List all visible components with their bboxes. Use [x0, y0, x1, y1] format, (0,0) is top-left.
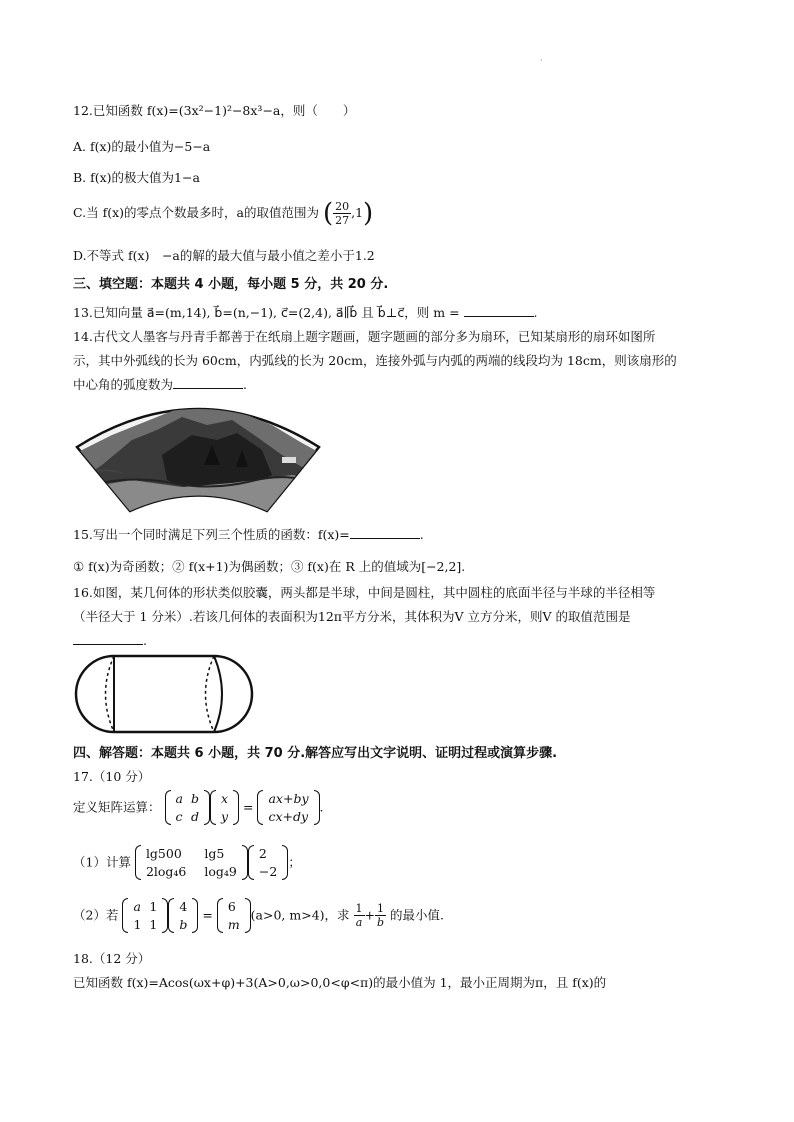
- q14-line1: 14.古代文人墨客与丹青手都善于在纸扇上题字题画，题字题画的部分多为扇环，已知某扇形的扇环如图所: [73, 329, 656, 344]
- fraction-numerator: 20: [335, 200, 350, 213]
- matrix-cell: log₄9: [204, 863, 237, 879]
- q13-period: .: [533, 305, 538, 320]
- matrix-cell: x: [220, 791, 229, 806]
- matrix-cell: 2: [258, 846, 267, 861]
- fraction-1-over-a: [354, 902, 365, 929]
- matrix-cell: 1: [149, 899, 158, 914]
- q14-period: .: [243, 377, 247, 392]
- matrix-cell: −2: [258, 863, 278, 879]
- matrix-cell: lg5: [204, 846, 225, 861]
- matrix-cell: 6: [227, 899, 236, 914]
- matrix-6m: [217, 898, 251, 933]
- fraction-1-over-b: [375, 902, 386, 929]
- q15-line1: [73, 528, 424, 542]
- equals-sign: =: [243, 799, 254, 815]
- q17-def-period: .: [319, 799, 324, 815]
- q17-def-label: 定义矩阵运算：: [73, 799, 161, 815]
- q12-option-c-upper: ,1: [351, 205, 364, 221]
- matrix-cell: a: [175, 791, 183, 806]
- fraction-denominator: 27: [335, 214, 350, 228]
- matrix-cell: lg500: [145, 846, 182, 861]
- q17-part1-label: （1）计算: [73, 854, 131, 870]
- right-circle-front: [214, 656, 222, 732]
- q12-option-c-fraction: [333, 200, 351, 227]
- q14-line3-text: 中心角的弧度数为: [73, 377, 174, 392]
- q12-option-c-text: C.当 f(x)的零点个数最多时，a的取值范围为: [73, 205, 319, 221]
- q18-header: 18.（12 分）: [73, 951, 151, 966]
- section-4-heading: 四、解答题：本题共 6 小题，共 70 分.解答应写出文字说明、证明过程或演算步骤.: [73, 746, 558, 761]
- matrix-cell: d: [190, 808, 199, 824]
- matrix-log: [135, 845, 248, 880]
- matrix-cell: 2log₄6: [145, 863, 187, 879]
- q17-part2-label: （2）若: [73, 907, 119, 923]
- q14-answer-blank: [173, 378, 243, 389]
- capsule-outline: [76, 656, 252, 732]
- right-circle-dashed: [206, 656, 215, 732]
- matrix-result: [257, 790, 319, 825]
- matrix-cell: 1: [149, 916, 158, 932]
- q12-option-c: [73, 200, 373, 227]
- fraction-numerator: 1: [355, 901, 363, 915]
- q16-period: .: [143, 633, 147, 648]
- q12-stem: 12.已知函数 f(x)=(3x²−1)²−8x³−a，则（ ）: [73, 103, 356, 118]
- equals-sign: =: [202, 907, 213, 923]
- q12-option-b: B. f(x)的极大值为1−a: [73, 170, 200, 185]
- q12-option-a: A. f(x)的最小值为−5−a: [73, 139, 211, 154]
- matrix-xy: [210, 790, 239, 825]
- matrix-cell: a: [133, 899, 141, 914]
- q14-line3: [73, 378, 247, 392]
- q17-part1: [73, 845, 301, 880]
- q17-header: 17.（10 分）: [73, 769, 151, 784]
- matrix-a111: [122, 898, 168, 933]
- matrix-cell: b: [179, 916, 188, 932]
- fraction-numerator: 1: [375, 902, 386, 916]
- q15-line2: ① f(x)为奇函数；② f(x+1)为偶函数；③ f(x)在 R 上的值域为[−2,2].: [73, 559, 466, 574]
- capsule-figure: [72, 653, 256, 735]
- q18-text: 已知函数 f(x)=Acos(ωx+φ)+3(A>0,ω>0,0<φ<π)的最小值为 1，最小正周期为π，且 f(x)的: [73, 975, 607, 990]
- paren-left: (: [322, 198, 334, 229]
- q13-text: 13.已知向量 a⃗=(m,14), b⃗=(n,−1), c⃗=(2,4), a⃗∥b⃗ 且 b⃗⊥c⃗，则 m =: [73, 305, 460, 320]
- matrix-cell: m: [227, 916, 240, 932]
- matrix-cell: 1: [133, 916, 142, 932]
- plus-sign: +: [364, 907, 375, 923]
- q16-answer-blank: [73, 634, 143, 645]
- matrix-abcd: [165, 790, 210, 825]
- matrix-cell: ax+by: [268, 791, 309, 806]
- q16-line3: [73, 634, 147, 648]
- paren-right: ): [363, 198, 374, 229]
- q13-answer-blank: [464, 306, 534, 317]
- q15-line1-text: 15.写出一个同时满足下列三个性质的函数：f(x)=: [73, 527, 350, 542]
- q16-line2: （半径大于 1 分米）.若该几何体的表面积为12π平方分米，其体积为V 立方分米，则V 的取值范围是: [73, 609, 631, 624]
- section-3-heading: 三、填空题：本题共 4 小题，每小题 5 分，共 20 分.: [73, 277, 389, 292]
- matrix-4b: [168, 898, 198, 933]
- q17-part2-condition: (a>0, m>4)，求: [250, 907, 350, 923]
- q12-option-d: D.不等式 f(x) −a的解的最大值与最小值之差小于1.2: [73, 248, 375, 263]
- page-dot: ·: [540, 56, 543, 65]
- matrix-cell: c: [175, 808, 183, 824]
- q15-answer-blank: [350, 528, 420, 539]
- q15-period: .: [419, 527, 424, 542]
- q17-part2: [73, 898, 444, 933]
- q17-part1-semicolon: ；: [288, 854, 301, 870]
- matrix-cell: 4: [179, 899, 188, 914]
- q17-definition: [73, 790, 324, 825]
- matrix-cell: cx+dy: [268, 808, 309, 824]
- q13: [73, 306, 538, 320]
- matrix-vector: [248, 845, 288, 880]
- matrix-cell: y: [220, 808, 229, 824]
- fraction-denominator: a: [355, 916, 363, 930]
- matrix-cell: b: [190, 791, 199, 806]
- q14-line2: 示，其中外弧线的长为 60cm，内弧线的长为 20cm，连接外弧与内弧的两端的线段均为 18cm，则该扇形的: [73, 353, 677, 368]
- left-circle-back-dashed: [106, 656, 115, 732]
- q16-line1: 16.如图，某几何体的形状类似胶囊，两头都是半球，中间是圆柱，其中圆柱的底面半径与半球的半径相等: [73, 585, 656, 600]
- fraction-denominator: b: [377, 916, 385, 930]
- q17-part2-tail: 的最小值.: [390, 907, 445, 923]
- fan-ring-figure: [72, 395, 324, 513]
